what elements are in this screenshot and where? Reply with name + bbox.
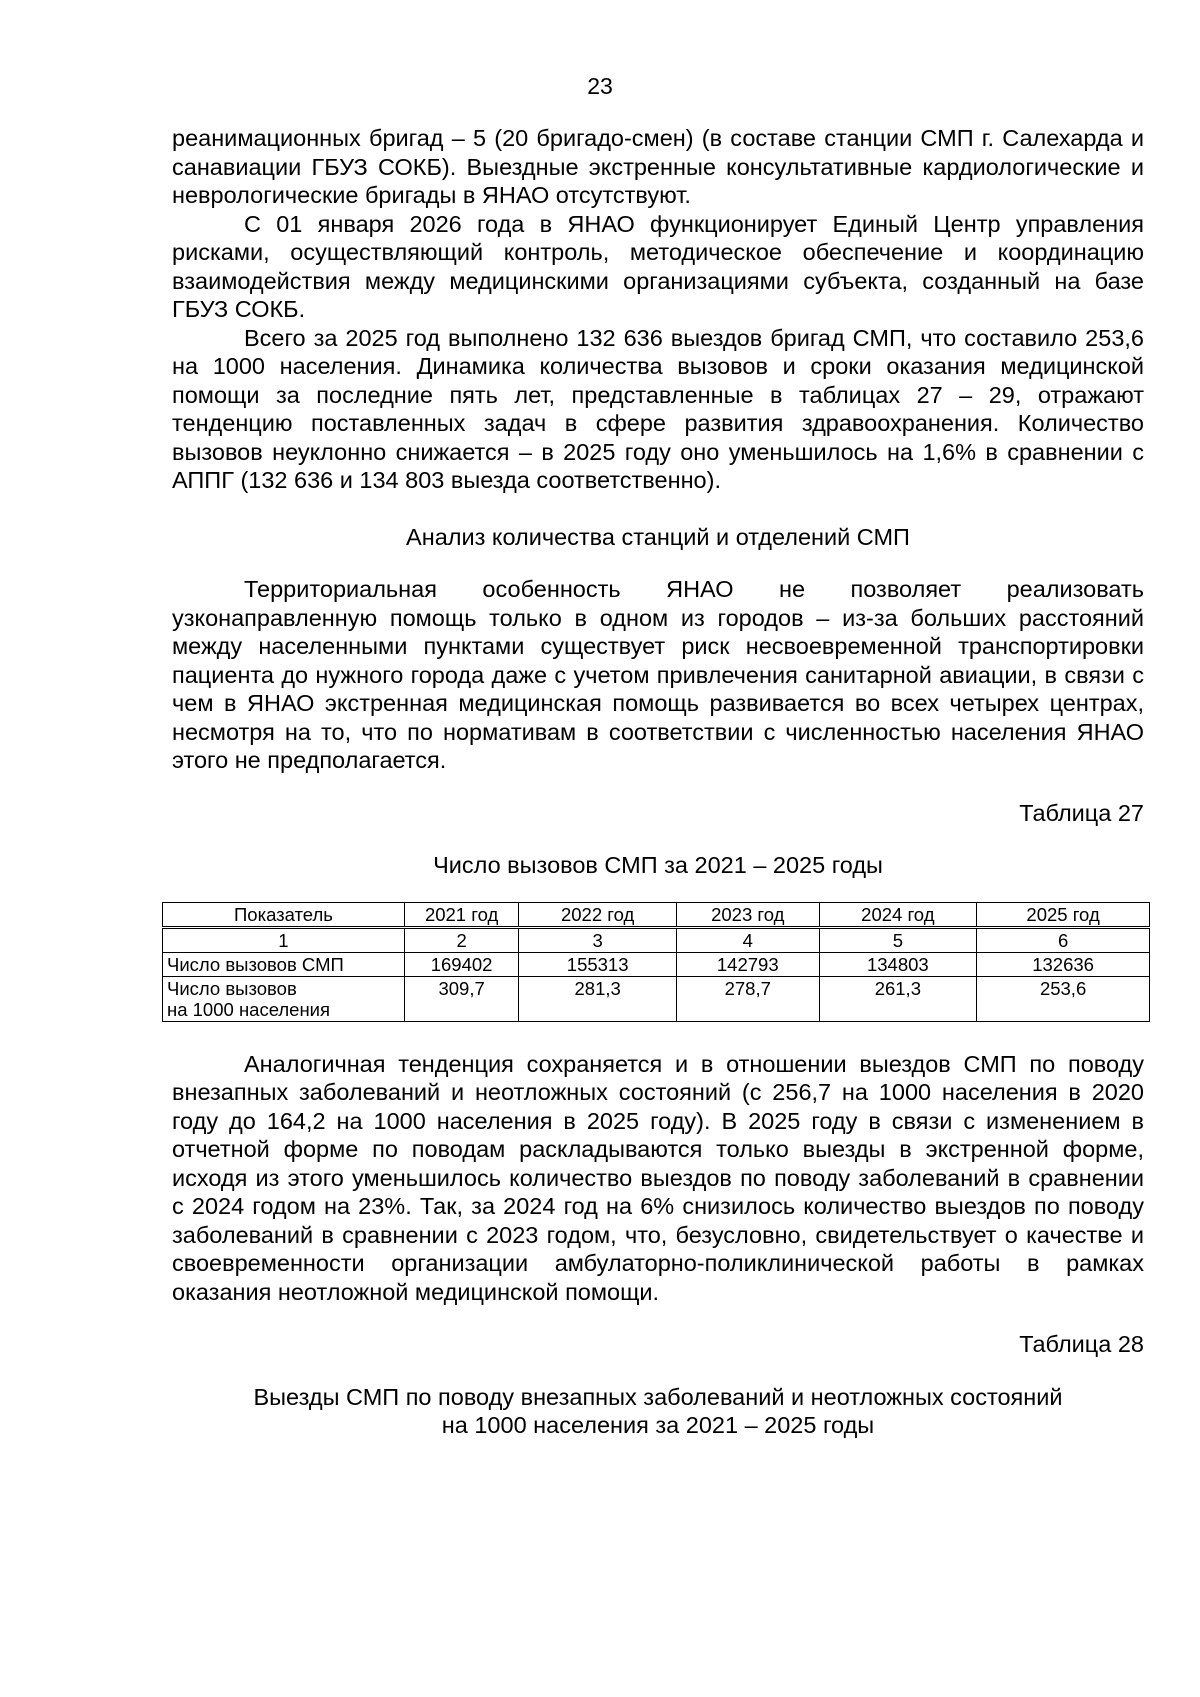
table27-header-2023: 2023 год — [676, 902, 819, 927]
table-cell: 281,3 — [519, 976, 677, 1021]
paragraph-territorial: Территориальная особенность ЯНАО не позволяет реализовать узконаправленную помощь только в одном из городов – из-за больших расстояний между населенными пунктами существует риск несвоевременной транспортировки пациента до нужного города даже с учетом привлечения санитарной авиации, в связи с чем в ЯНАО экстренная медицинская помощь развивается во всех четырех центрах, несмотря на то, что по нормативам в соответствии с численностью населения ЯНАО этого не предполагается. — [172, 576, 1144, 773]
page-number: 23 — [587, 73, 613, 99]
row-label-line1: Число вызовов — [167, 977, 297, 999]
table27-title: Число вызовов СМП за 2021 – 2025 годы — [433, 852, 883, 878]
table-cell: 261,3 — [819, 976, 977, 1021]
table-row — [163, 952, 1150, 976]
paragraph-brigades: реанимационных бригад – 5 (20 бригадо-смен) (в составе станции СМП г. Салехарда и санавиации ГБУЗ СОКБ). Выездные экстренные консультативные кардиологические и неврологические бригады в ЯНАО отсутствуют. — [172, 125, 1144, 208]
table27-header-row — [163, 902, 1150, 927]
table27-label: Таблица 27 — [1019, 799, 1144, 826]
section-heading: Анализ количества станций и отделений СМП — [406, 523, 910, 550]
table27-header-indicator: Показатель — [163, 902, 405, 927]
table27-header-2024: 2024 год — [819, 902, 977, 927]
table-cell: 3 — [519, 927, 677, 952]
table-cell: 253,6 — [977, 976, 1150, 1021]
paragraph-risk-center: С 01 января 2026 года в ЯНАО функционирует Единый Центр управления рисками, осуществляющий контроль, методическое обеспечение и координацию взаимодействия между медицинскими организациями субъекта, созданный на базе ГБУЗ СОКБ. — [172, 210, 1144, 322]
paragraph-total-calls: Всего за 2025 год выполнено 132 636 выездов бригад СМП, что составило 253,6 на 1000 населения. Динамика количества вызовов и сроки оказания медицинской помощи за последние пять лет, представленные в таблицах 27 – 29, отражают тенденцию поставленных задач в сфере развития здравоохранения. Количество вызовов неуклонно снижается – в 2025 году оно уменьшилось на 1,6% в сравнении с АППГ (132 636 и 134 803 выезда соответственно). — [172, 324, 1144, 493]
table28-title-line2: на 1000 населения за 2021 – 2025 годы — [441, 1412, 875, 1438]
table-cell: 169402 — [404, 952, 518, 976]
table28-label: Таблица 28 — [1019, 1331, 1144, 1357]
table-row — [163, 976, 1150, 1021]
table27-numbering-row — [163, 927, 1150, 952]
row-label-line2: на 1000 населения — [167, 998, 331, 1020]
table-cell — [163, 976, 405, 1021]
table-cell: 134803 — [819, 952, 977, 976]
table-cell: 155313 — [519, 952, 677, 976]
table-cell: 6 — [977, 927, 1150, 952]
table-cell: 1 — [163, 927, 405, 952]
table-cell: 4 — [676, 927, 819, 952]
table-cell: 5 — [819, 927, 977, 952]
table-cell: Число вызовов СМП — [163, 952, 405, 976]
paragraph-trend: Аналогичная тенденция сохраняется и в отношении выездов СМП по поводу внезапных заболеваний и неотложных состояний (с 256,7 на 1000 населения в 2020 году до 164,2 на 1000 населения в 2025 году). В 2025 году в связи с изменением в отчетной форме по поводам раскладываются только выезды в экстренной форме, исходя из этого уменьшилось количество выездов по поводу заболеваний в сравнении с 2024 годом на 23%. Так, за 2024 год на 6% снизилось количество выездов по поводу заболеваний в сравнении с 2023 годом, что, безусловно, свидетельствует о качестве и своевременности организации амбулаторно-поликлинической работы в рамках оказания неотложной медицинской помощи. — [172, 1050, 1144, 1305]
table27 — [162, 902, 1150, 1022]
table28-title-line1: Выезды СМП по поводу внезапных заболеваний и неотложных состояний — [253, 1383, 1063, 1410]
table-cell: 309,7 — [404, 976, 518, 1021]
document-body — [167, 124, 1144, 1440]
table27-header-2021: 2021 год — [404, 902, 518, 927]
table-cell: 132636 — [977, 952, 1150, 976]
table-cell: 2 — [404, 927, 518, 952]
table-cell: 142793 — [676, 952, 819, 976]
table27-header-2025: 2025 год — [977, 902, 1150, 927]
table27-header-2022: 2022 год — [519, 902, 677, 927]
table-cell: 278,7 — [676, 976, 819, 1021]
